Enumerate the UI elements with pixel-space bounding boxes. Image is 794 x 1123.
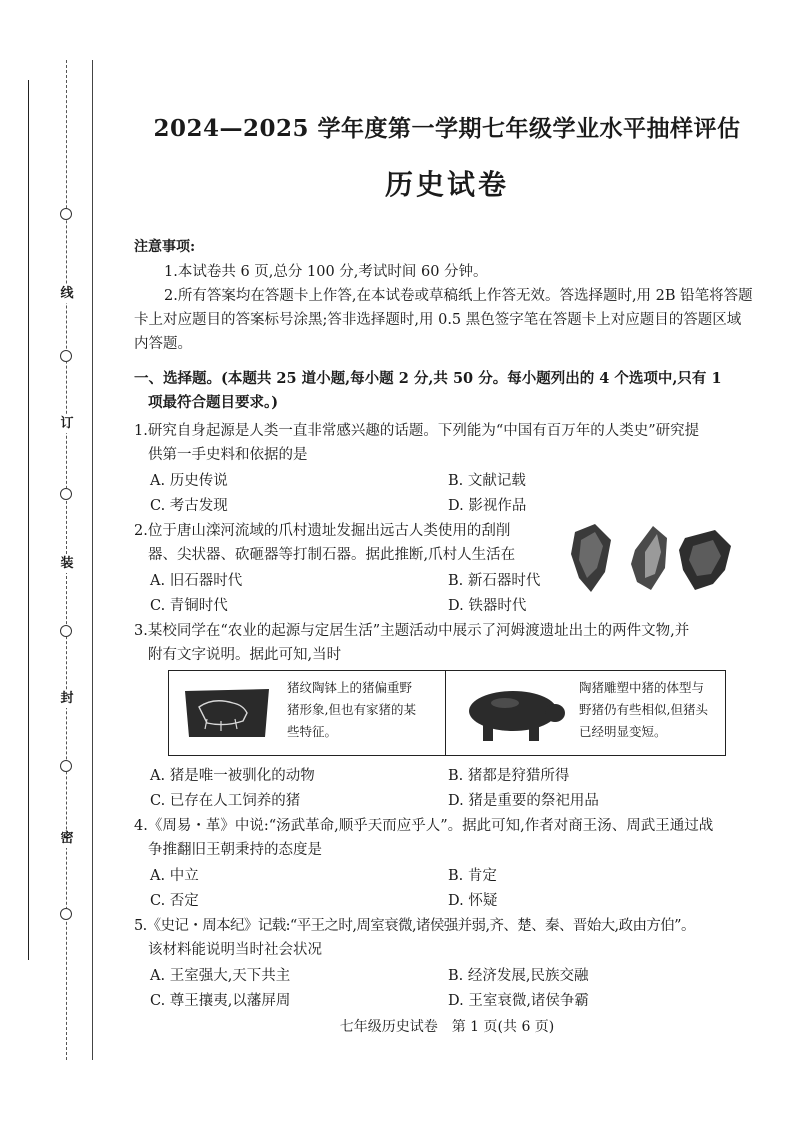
question-5-option-c[interactable]: C. 尊王攘夷,以藩屏周 bbox=[150, 993, 291, 1009]
question-3-option-a[interactable]: A. 猪是唯一被驯化的动物 bbox=[150, 768, 315, 784]
margin-rule-inner bbox=[92, 60, 93, 1060]
binding-hole bbox=[60, 350, 72, 362]
question-2-option-a[interactable]: A. 旧石器时代 bbox=[150, 573, 243, 589]
question-1-option-a[interactable]: A. 历史传说 bbox=[150, 473, 228, 489]
question-4-stem: 4.《周易・革》中说:“汤武革命,顺乎天而应乎人”。据此可知,作者对商王汤、周武王通过战 bbox=[134, 818, 714, 834]
question-3-option-c[interactable]: C. 已存在人工饲养的猪 bbox=[150, 793, 301, 809]
question-4-option-c[interactable]: C. 否定 bbox=[150, 893, 199, 909]
question-3-artifacts-box bbox=[168, 670, 726, 756]
binding-mark-mi: 密 bbox=[57, 830, 77, 848]
question-4-option-b[interactable]: B. 肯定 bbox=[448, 868, 497, 884]
question-5-option-b[interactable]: B. 经济发展,民族交融 bbox=[448, 968, 589, 984]
question-3-caption-left: 猪纹陶钵上的猪偏重野 猪形象,但也有家猪的某 些特征。 bbox=[287, 680, 416, 739]
question-1-option-b[interactable]: B. 文献记载 bbox=[448, 473, 526, 489]
question-3-caption-right: 陶猪雕塑中猪的体型与 野猪仍有些相似,但猪头 已经明显变短。 bbox=[579, 680, 708, 739]
question-3-stem: 3.某校同学在“农业的起源与定居生活”主题活动中展示了河姆渡遗址出土的两件文物,并 bbox=[134, 623, 690, 639]
question-2-option-d[interactable]: D. 铁器时代 bbox=[448, 598, 527, 614]
question-1-option-c[interactable]: C. 考古发现 bbox=[150, 498, 228, 514]
pottery-pig-image bbox=[459, 681, 567, 745]
note-item: 2.所有答案均在答题卡上作答,在本试卷或草稿纸上作答无效。答选择题时,用 2B 铅笔将答题卡上对应题目的答案标号涂黑;答非选择题时,用 0.5 黑色签字笔在答题卡上对应题目的答题区域内答题。 bbox=[134, 288, 753, 352]
binding-mark-ding: 订 bbox=[57, 415, 77, 433]
question-2-stem-cont: 器、尖状器、砍砸器等打制石器。据此推断,爪村人生活在 bbox=[148, 547, 516, 563]
binding-hole bbox=[60, 760, 72, 772]
notes-heading: 注意事项: bbox=[134, 239, 196, 255]
question-4-option-d[interactable]: D. 怀疑 bbox=[448, 893, 498, 909]
binding-mark-feng: 封 bbox=[57, 690, 77, 708]
binding-mark-xian: 线 bbox=[57, 285, 77, 303]
question-2-option-c[interactable]: C. 青铜时代 bbox=[150, 598, 228, 614]
exam-subject: 历史试卷 bbox=[384, 168, 509, 201]
section-heading: 一、选择题。(本题共 25 道小题,每小题 2 分,共 50 分。每小题列出的 4 个选项中,只有 1 bbox=[134, 370, 722, 387]
question-5-option-d[interactable]: D. 王室衰微,诸侯争霸 bbox=[448, 993, 589, 1009]
binding-line bbox=[52, 60, 82, 1060]
binding-hole bbox=[60, 908, 72, 920]
binding-hole bbox=[60, 625, 72, 637]
binding-hole bbox=[60, 208, 72, 220]
stone-tools-photo bbox=[565, 520, 735, 600]
question-1-stem: 1.研究自身起源是人类一直非常感兴趣的话题。下列能为“中国有百万年的人类史”研究提 bbox=[134, 423, 700, 439]
question-2-stem: 2.位于唐山滦河流域的爪村遗址发掘出远古人类使用的刮削 bbox=[134, 523, 511, 539]
question-3-stem-cont: 附有文字说明。据此可知,当时 bbox=[148, 647, 342, 663]
page-footer: 七年级历史试卷 第 1 页(共 6 页) bbox=[339, 1019, 555, 1035]
question-1-option-d[interactable]: D. 影视作品 bbox=[448, 498, 527, 514]
binding-hole bbox=[60, 488, 72, 500]
note-item: 1.本试卷共 6 页,总分 100 分,考试时间 60 分钟。 bbox=[164, 264, 488, 280]
margin-rule bbox=[28, 80, 29, 960]
question-4-option-a[interactable]: A. 中立 bbox=[150, 868, 199, 884]
question-1-stem-cont: 供第一手史料和依据的是 bbox=[148, 447, 308, 463]
binding-mark-zhuang: 装 bbox=[57, 555, 77, 573]
question-5-stem-cont: 该材料能说明当时社会状况 bbox=[148, 942, 322, 958]
question-3-option-b[interactable]: B. 猪都是狩猎所得 bbox=[448, 768, 570, 784]
question-4-stem-cont: 争推翻旧王朝秉持的态度是 bbox=[148, 842, 322, 858]
exam-title: 2024—2025 学年度第一学期七年级学业水平抽样评估 bbox=[153, 115, 741, 142]
section-heading-cont: 项最符合题目要求。) bbox=[148, 394, 279, 411]
pig-pottery-bowl-image bbox=[181, 685, 273, 741]
question-2-option-b[interactable]: B. 新石器时代 bbox=[448, 573, 541, 589]
question-5-stem: 5.《史记・周本纪》记载:“平王之时,周室衰微,诸侯强并弱,齐、楚、秦、晋始大,政由方伯”。 bbox=[134, 918, 695, 934]
question-5-option-a[interactable]: A. 王室强大,天下共主 bbox=[150, 968, 291, 984]
question-3-option-d[interactable]: D. 猪是重要的祭祀用品 bbox=[448, 793, 599, 809]
